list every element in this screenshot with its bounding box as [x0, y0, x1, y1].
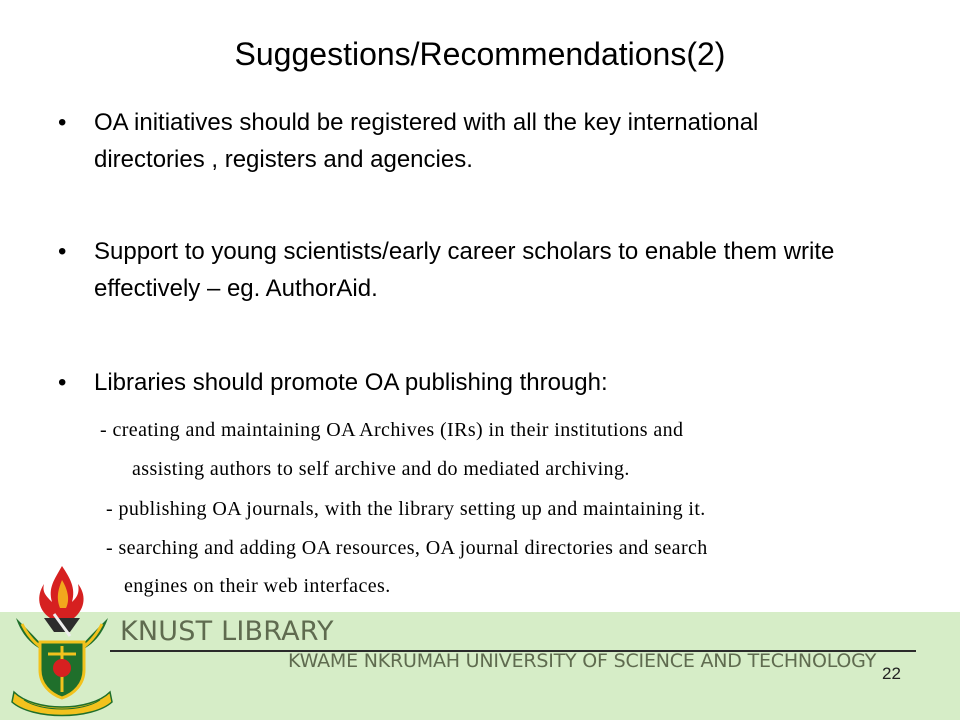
sub-item: - searching and adding OA resources, OA journal directories and search — [106, 537, 708, 559]
library-name: KNUST LIBRARY — [120, 616, 334, 647]
bullet-item — [58, 233, 874, 307]
bullet-item — [58, 104, 874, 178]
bullet-dot: • — [58, 238, 67, 265]
bullet-text: Support to young scientists/early career scholars to enable them write effectively – eg. AuthorAid. — [94, 238, 835, 302]
bullet-dot: • — [58, 109, 67, 136]
bullet-text: Libraries should promote OA publishing through: — [94, 369, 608, 396]
knust-crest-icon — [8, 562, 116, 723]
bullet-text: OA initiatives should be registered with all the key international directories , registers and agencies. — [94, 109, 759, 173]
bullet-item — [58, 364, 874, 401]
sub-item: engines on their web interfaces. — [124, 575, 391, 597]
university-name: KWAME NKRUMAH UNIVERSITY OF SCIENCE AND TECHNOLOGY — [288, 650, 877, 672]
slide-title: Suggestions/Recommendations(2) — [234, 36, 726, 72]
page-number: 22 — [882, 664, 901, 683]
sub-item: - creating and maintaining OA Archives (IRs) in their institutions and — [100, 419, 684, 441]
sub-item: assisting authors to self archive and do mediated archiving. — [132, 458, 630, 480]
bullet-dot: • — [58, 369, 67, 396]
sub-item: - publishing OA journals, with the library setting up and maintaining it. — [106, 498, 706, 520]
